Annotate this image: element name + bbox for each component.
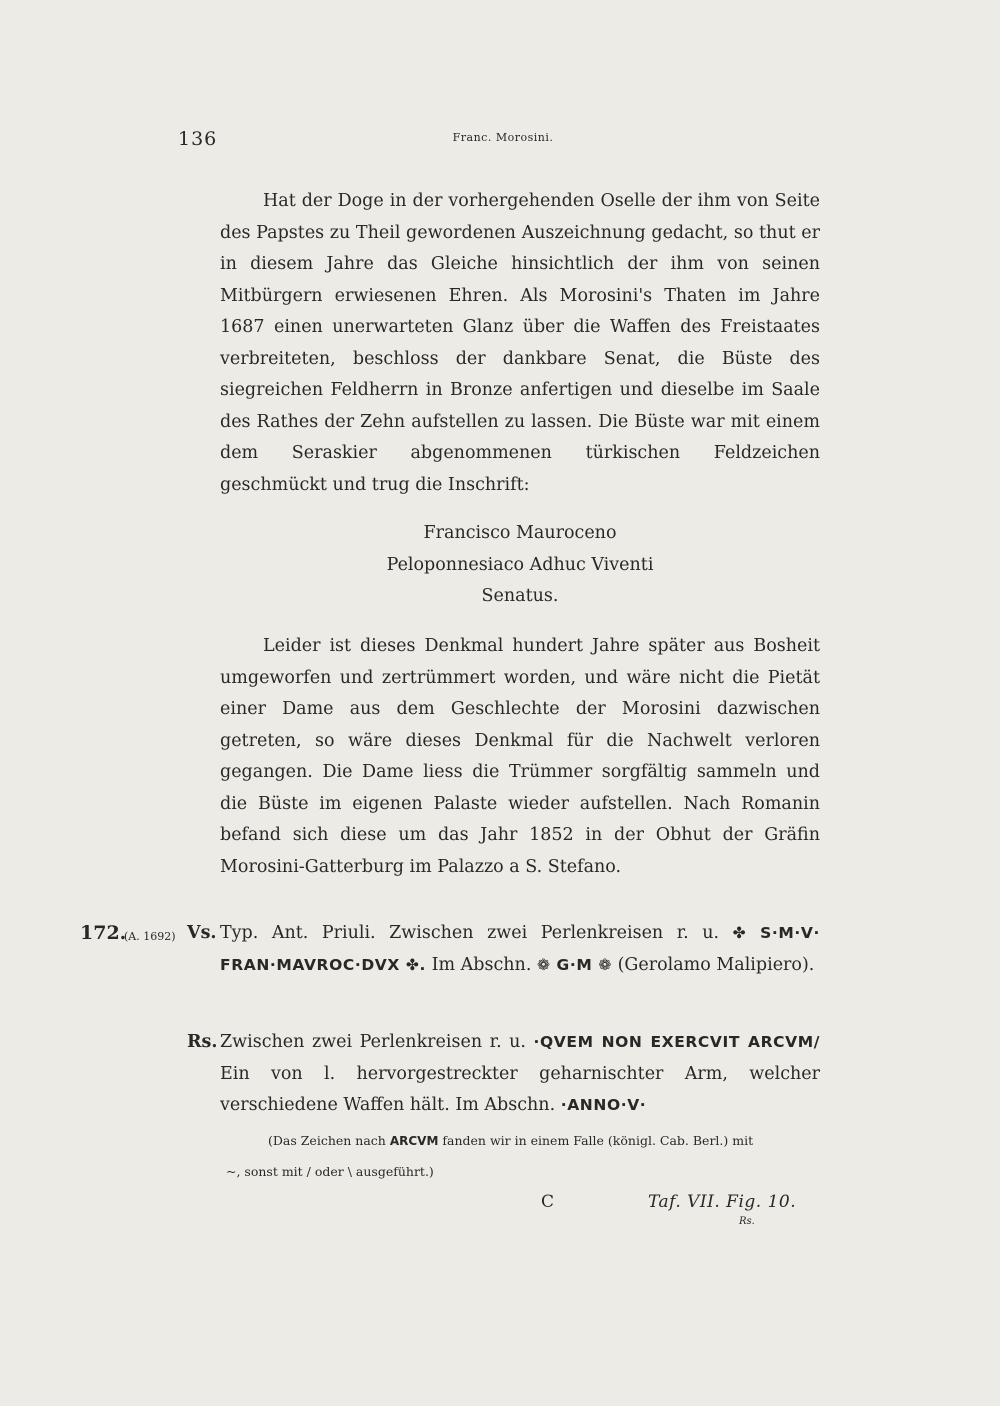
running-title: Franc. Morosini. (452, 131, 554, 144)
reverse-legend-2: ·ANNO·V· (560, 1096, 647, 1114)
entry-date: (A. 1692) (124, 930, 176, 943)
reverse-legend-1: ·QVEM NON EXERCVIT ARCVM/ (533, 1033, 820, 1051)
inscription (220, 518, 820, 613)
obverse-text-1: Typ. Ant. Priuli. Zwischen zwei Perlenkreisen r. u. (220, 923, 720, 943)
inscription-line-3: Senatus. (481, 586, 559, 606)
obverse-legend-1: ✤ S·M·V· (732, 924, 820, 942)
obverse-description (220, 918, 820, 981)
paragraph-2: Leider ist dieses Denkmal hundert Jahre später aus Bosheit umgeworfen und zertrümmert worden, und wäre nicht die Pietät einer Dame aus dem Geschlechte der Morosini dazwischen getreten, so wäre dieses Denkmal für die Nachwelt verloren gegangen. Die Dame liess die Trümmer sorgfältig sammeln und die Büste im eigenen Palaste wieder aufstellen. Nach Romanin befand sich diese um das Jahr 1852 in der Obhut der Gräfin Morosini-Gatterburg im Palazzo a S. Stefano. (220, 636, 820, 877)
reverse-text-2: Ein von l. hervorgestreckter geharnischter Arm, welcher verschiedene Waffen hält. Im Abschn. (220, 1063, 820, 1115)
reverse-description (220, 1027, 820, 1122)
obverse-legend-2: FRAN·MAVROC·DVX ✤. (220, 955, 427, 974)
plate-side: Rs. (739, 1216, 755, 1227)
entry-number: 172. (80, 922, 127, 944)
page-number: 136 (178, 128, 218, 150)
obverse-text-3: (Gerolamo Malipiero). (617, 954, 815, 975)
plate-reference: Taf. VII. Fig. 10. (648, 1192, 797, 1212)
note-text-2: fanden wir in einem Falle (königl. Cab. Berl.) mit (442, 1133, 754, 1148)
footnote (226, 1125, 828, 1179)
note-text-3: ~, sonst mit / oder \ ausgeführt.) (226, 1164, 434, 1179)
reverse-label: Rs. (187, 1032, 218, 1052)
obverse-legend-3: ❁ G·M ❁ (536, 955, 612, 974)
obverse-text-2: Im Abschn. (431, 954, 532, 975)
page-header (178, 128, 828, 152)
paragraph-1: Hat der Doge in der vorhergehenden Oselle der ihm von Seite des Papstes zu Theil gewordenen Auszeichnung gedacht, so thut er in diesem Jahre das Gleiche hinsichtlich der ihm von seinen Mitbürgern erwiesenen Ehren. Als Morosini's Thaten im Jahre 1687 einen unerwarteten Glanz über die Waffen des Freistaates verbreiteten, beschloss der dankbare Senat, die Büste des siegreichen Feldherrn in Bronze anfertigen und dieselbe im Saale des Rathes der Zehn aufstellen zu lassen. Die Büste war mit einem dem Seraskier abgenommenen türkischen Feldzeichen geschmückt und trug die Inschrift: (220, 191, 820, 495)
note-text-1: (Das Zeichen nach (268, 1133, 386, 1148)
inscription-line-2: Peloponnesiaco Adhuc Viventi (386, 554, 654, 575)
note-legend: ARCVM (389, 1134, 439, 1148)
footer-mark: C (541, 1192, 555, 1212)
obverse-label: Vs. (187, 923, 217, 943)
reverse-text-1: Zwischen zwei Perlenkreisen r. u. (220, 1032, 526, 1052)
inscription-line-1: Francisco Mauroceno (423, 523, 617, 543)
